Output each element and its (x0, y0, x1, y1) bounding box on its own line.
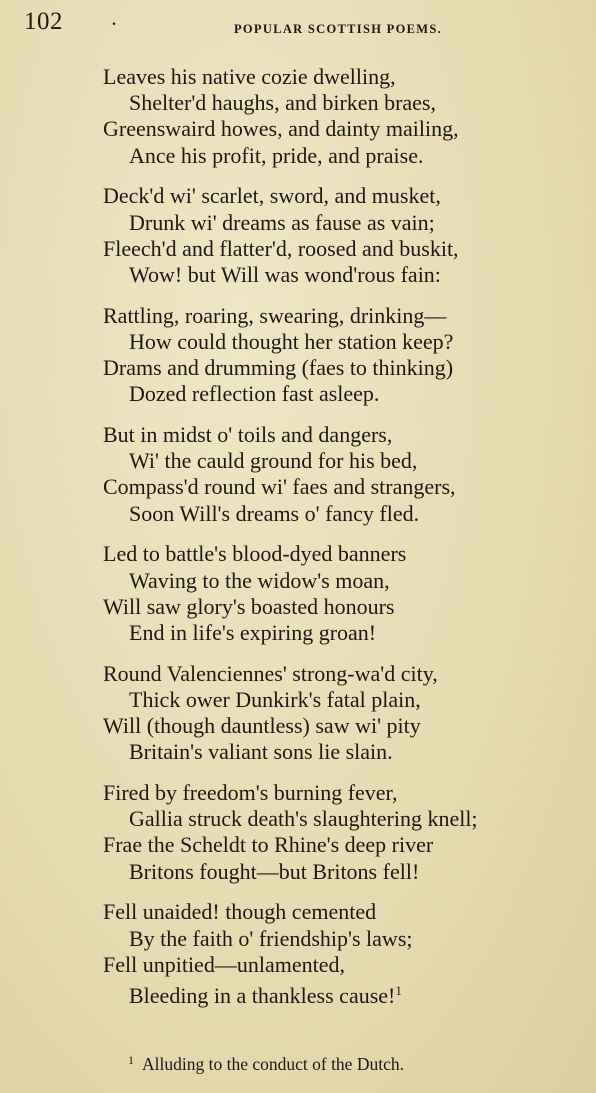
poem-line: Fell unpitied—unlamented, (103, 951, 345, 977)
poem-line: Gallia struck death's slaughtering knell; (129, 806, 478, 832)
poem-line: Dozed reflection fast asleep. (129, 381, 380, 407)
poem-line: Will (though dauntless) saw wi' pity (103, 713, 421, 739)
poem-body (103, 64, 593, 1008)
stanza-2 (103, 183, 593, 288)
footnote-reference: 1 (395, 982, 402, 998)
stanza-5 (103, 541, 593, 646)
poem-line: Compass'd round wi' faes and strangers, (103, 474, 456, 500)
poem-line: Fleech'd and flatter'd, roosed and buskit, (103, 235, 459, 261)
poem-line: Wi' the cauld ground for his bed, (129, 448, 418, 474)
poem-line: Drams and drumming (faes to thinking) (103, 355, 454, 381)
poem-line: Fired by freedom's burning fever, (103, 780, 398, 806)
header-dot: . (112, 12, 116, 29)
poem-line-text: Bleeding in a thankless cause! (129, 982, 396, 1008)
stanza-3 (103, 303, 593, 408)
poem-line: Fell unaided! though cemented (103, 899, 377, 925)
stanza-4 (103, 422, 593, 527)
poem-line: Round Valenciennes' strong-wa'd city, (103, 660, 438, 686)
poem-line: Deck'd wi' scarlet, sword, and musket, (103, 183, 441, 209)
page-number: 102 (24, 8, 63, 35)
poem-line: Britain's valiant sons lie slain. (129, 739, 393, 765)
poem-line: Thick ower Dunkirk's fatal plain, (129, 686, 421, 712)
footnote-text: Alluding to the conduct of the Dutch. (142, 1054, 404, 1074)
poem-line: Waving to the widow's moan, (129, 567, 390, 593)
poem-line: Soon Will's dreams o' fancy fled. (129, 500, 420, 526)
poem-line: How could thought her station keep? (129, 328, 454, 354)
stanza-1 (103, 64, 593, 169)
poem-line: Wow! but Will was wond'rous fain: (129, 261, 441, 287)
footnote (128, 1053, 404, 1075)
running-title: POPULAR SCOTTISH POEMS. (233, 22, 443, 36)
poem-line: Led to battle's blood-dyed banners (103, 541, 407, 567)
poem-line: Ance his profit, pride, and praise. (129, 142, 424, 168)
poem-line: Shelter'd haughs, and birken braes, (129, 90, 436, 116)
footnote-number: 1 (128, 1053, 134, 1067)
poem-line (103, 978, 593, 1008)
poem-line: Greenswaird howes, and dainty mailing, (103, 116, 459, 142)
poem-line: Leaves his native cozie dwelling, (103, 64, 396, 89)
stanza-7 (103, 780, 593, 885)
poem-line: But in midst o' toils and dangers, (103, 422, 393, 448)
poem-line: End in life's expiring groan! (129, 619, 377, 645)
poem-line: Frae the Scheldt to Rhine's deep river (103, 832, 434, 858)
stanza-8 (103, 899, 593, 1008)
poem-line: Will saw glory's boasted honours (103, 593, 395, 619)
poem-line: Drunk wi' dreams as fause as vain; (129, 209, 435, 235)
poem-line: Britons fought—but Britons fell! (129, 858, 420, 884)
stanza-6 (103, 661, 593, 766)
poem-line: By the faith o' friendship's laws; (129, 925, 413, 951)
poem-line: Rattling, roaring, swearing, drinking— (103, 302, 447, 328)
